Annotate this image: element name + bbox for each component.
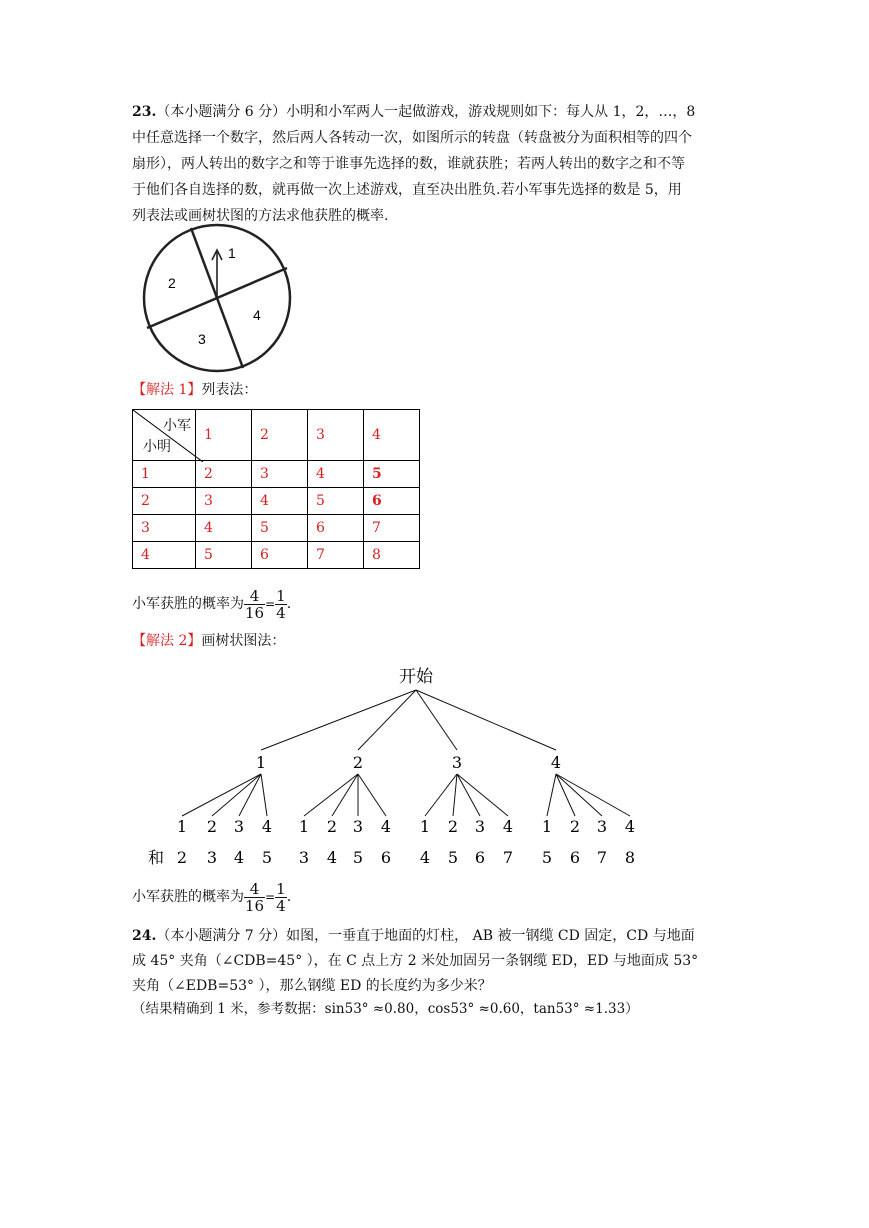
tree-sum-value: 8	[624, 848, 636, 867]
frac-denominator: 4	[276, 896, 286, 915]
q24-text-1: （本小题满分 7 分）如图，一垂直于地面的灯柱， AB 被一钢缆 CD 固定，CD 与地面	[156, 928, 695, 944]
spinner-label-3: 3	[198, 331, 206, 347]
tree-branch-child	[556, 774, 602, 816]
q24-line-2: 成 45° 夹角（∠CDB=45° ），在 C 点上方 2 米处加固另一条钢缆 ED，ED 与地面成 53°	[132, 953, 699, 969]
q23-line-3: 扇形），两人转出的数字之和等于谁事先选择的数，谁就获胜；若两人转出的数字之和不等	[132, 156, 685, 172]
table-cell: 6	[308, 515, 364, 542]
table-cell: 3	[196, 488, 252, 515]
tree-branch-child	[556, 774, 575, 816]
method1-tag: 【解法 1】	[132, 382, 202, 398]
method1-heading	[132, 381, 257, 399]
frac-numerator: 1	[276, 586, 286, 605]
tree-node-level2: 4	[380, 817, 392, 836]
fraction-4-16	[244, 588, 265, 621]
equals-sign: =	[265, 890, 276, 904]
row-header: 2	[133, 488, 196, 515]
corner-bottom-label: 小明	[143, 439, 171, 455]
col-header: 4	[364, 410, 420, 461]
frac-denominator: 16	[245, 896, 265, 915]
tree-branch-child	[425, 774, 457, 816]
table-cell: 4	[252, 488, 308, 515]
frac-numerator: 4	[244, 881, 265, 898]
q23-line-5: 列表法或画树状图的方法求他获胜的概率.	[132, 208, 389, 224]
tree-sum-value: 2	[176, 848, 188, 867]
table-row	[133, 542, 420, 569]
tree-node-level2: 4	[261, 817, 273, 836]
tree-node-level1: 2	[352, 753, 364, 772]
tree-node-level2: 3	[233, 817, 245, 836]
tree-sum-value: 4	[233, 848, 245, 867]
tree-node-level2: 1	[176, 817, 188, 836]
table-cell: 6	[252, 542, 308, 569]
tree-sum-value: 5	[352, 848, 364, 867]
row-header: 3	[133, 515, 196, 542]
tree-level1	[256, 753, 561, 772]
tree-branch-child	[332, 774, 358, 816]
table-row	[133, 515, 420, 542]
table-cell: 5	[364, 461, 420, 488]
frac-numerator: 4	[244, 588, 265, 605]
table-cell: 5	[308, 488, 364, 515]
q24-line-1	[132, 927, 695, 945]
tree-sum-value: 5	[261, 848, 273, 867]
tree-sum-value: 4	[326, 848, 338, 867]
tree-node-level1: 1	[255, 753, 267, 772]
table-cell: 7	[364, 515, 420, 542]
frac-denominator: 4	[276, 603, 286, 622]
tree-branch-child	[261, 774, 267, 816]
col-header: 3	[308, 410, 364, 461]
result-suffix: .	[286, 889, 292, 905]
tree-branch-child	[457, 774, 508, 816]
frac-numerator: 1	[276, 879, 286, 898]
tree-branch-root	[358, 690, 416, 750]
table-corner-cell	[133, 410, 196, 461]
tree-branches	[182, 690, 630, 816]
method2-result	[132, 877, 291, 917]
fraction-1-4	[275, 588, 287, 621]
tree-branch-child	[556, 774, 630, 816]
tree-node-level2: 1	[419, 817, 431, 836]
tree-node-level2: 2	[326, 817, 338, 836]
tree-branch-child	[304, 774, 358, 816]
spinner-label-4: 4	[253, 307, 261, 323]
q24-line-3: 夹角（∠EDB=53° ），那么钢缆 ED 的长度约为多少米？	[132, 978, 492, 994]
result-prefix: 小军获胜的概率为	[132, 889, 244, 905]
q23-line-2: 中任意选择一个数字，然后两人各转动一次，如图所示的转盘（转盘被分为面积相等的四个	[132, 130, 692, 146]
q23-text-1: （本小题满分 6 分）小明和小军两人一起做游戏，游戏规则如下：每人从 1，2，…，8	[156, 104, 696, 120]
table-cell: 7	[308, 542, 364, 569]
tree-sum-value: 6	[569, 848, 581, 867]
tree-branch-child	[182, 774, 261, 816]
tree-node-level2: 4	[502, 817, 514, 836]
table-cell: 2	[196, 461, 252, 488]
frac-denominator: 16	[245, 603, 265, 622]
spinner-figure	[132, 222, 302, 374]
tree-sum-value: 7	[596, 848, 608, 867]
spinner-label-2: 2	[168, 275, 176, 291]
tree-node-level2: 1	[298, 817, 310, 836]
tree-node-level2: 3	[474, 817, 486, 836]
table-cell: 6	[364, 488, 420, 515]
outcome-table	[132, 409, 420, 569]
tree-node-level2: 2	[447, 817, 459, 836]
tree-sum-value: 6	[380, 848, 392, 867]
tree-branch-child	[457, 774, 480, 816]
tree-branch-child	[547, 774, 556, 816]
tree-branch-child	[358, 774, 386, 816]
tree-sum-value: 3	[298, 848, 310, 867]
method1-title: 列表法：	[201, 382, 258, 398]
tree-root: 开始	[399, 667, 433, 687]
corner-top-label: 小军	[163, 418, 191, 434]
table-cell: 5	[196, 542, 252, 569]
tree-branch-child	[212, 774, 261, 816]
tree-node-level2: 2	[569, 817, 581, 836]
fraction-1-4	[275, 881, 287, 914]
table-row	[133, 488, 420, 515]
q23-number: 23.	[132, 104, 157, 120]
method2-heading	[132, 632, 285, 650]
table-header-row	[133, 410, 420, 461]
tree-sum-value: 5	[447, 848, 459, 867]
method2-tag: 【解法 2】	[132, 633, 202, 649]
tree-node-level2: 3	[352, 817, 364, 836]
q24-line-4: （结果精确到 1 米，参考数据：sin53° ≈0.80，cos53° ≈0.60，tan53° ≈1.33）	[132, 1001, 639, 1017]
table-cell: 4	[196, 515, 252, 542]
col-header: 2	[252, 410, 308, 461]
tree-sum-value: 7	[502, 848, 514, 867]
q24-number: 24.	[132, 928, 157, 944]
tree-node-level2: 3	[596, 817, 608, 836]
row-header: 4	[133, 542, 196, 569]
tree-node-level1: 4	[550, 753, 562, 772]
table-cell: 3	[252, 461, 308, 488]
tree-diagram	[132, 660, 652, 870]
tree-level2	[177, 817, 635, 836]
result-suffix: .	[286, 596, 292, 612]
tree-node-level2: 4	[624, 817, 636, 836]
spinner-label-1: 1	[228, 245, 236, 261]
tree-branch-root	[261, 690, 416, 750]
method2-title: 画树状图法：	[201, 633, 286, 649]
table-cell: 4	[308, 461, 364, 488]
table-cell: 8	[364, 542, 420, 569]
tree-sum-value: 5	[541, 848, 553, 867]
tree-node-level2: 2	[206, 817, 218, 836]
tree-branch-child	[453, 774, 457, 816]
col-header: 1	[196, 410, 252, 461]
tree-sum-value: 3	[206, 848, 218, 867]
tree-sums	[177, 848, 635, 867]
row-header: 1	[133, 461, 196, 488]
method1-result	[132, 584, 291, 624]
table-cell: 5	[252, 515, 308, 542]
q23-line-1	[132, 103, 695, 121]
result-prefix: 小军获胜的概率为	[132, 596, 244, 612]
sum-label: 和	[147, 848, 165, 867]
tree-sum-value: 4	[419, 848, 431, 867]
tree-node-level2: 1	[541, 817, 553, 836]
q23-line-4: 于他们各自选择的数，就再做一次上述游戏，直至决出胜负.若小军事先选择的数是 5，用	[132, 182, 682, 198]
tree-node-level1: 3	[451, 753, 463, 772]
table-row	[133, 461, 420, 488]
tree-sum-value: 6	[474, 848, 486, 867]
fraction-4-16	[244, 881, 265, 914]
equals-sign: =	[265, 597, 276, 611]
